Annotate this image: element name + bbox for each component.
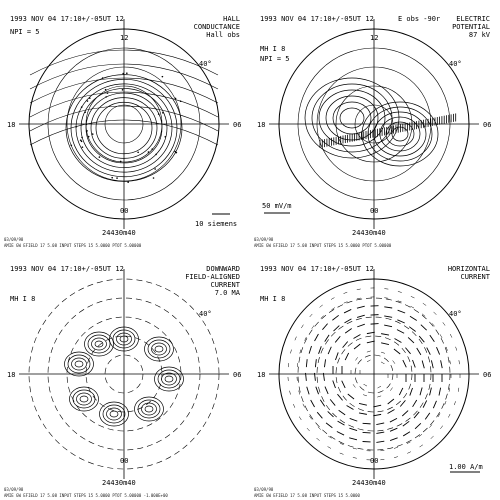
current-vector bbox=[300, 350, 301, 354]
current-vector bbox=[338, 421, 345, 425]
npi-label: NPI = 5 bbox=[260, 55, 290, 63]
station-marker bbox=[89, 97, 91, 99]
current-vector bbox=[299, 417, 301, 420]
mlt-bottom: 00 bbox=[370, 457, 379, 465]
current-vector bbox=[439, 388, 441, 396]
current-vector bbox=[357, 289, 361, 290]
fac-contour bbox=[142, 403, 157, 415]
fac-contour bbox=[155, 346, 163, 352]
station-marker bbox=[111, 177, 113, 179]
current-vector bbox=[398, 291, 402, 292]
current-vector bbox=[318, 427, 321, 430]
current-vector bbox=[403, 432, 410, 436]
current-vector bbox=[458, 388, 459, 392]
potential-contour bbox=[333, 102, 371, 134]
current-vector bbox=[339, 410, 346, 415]
current-vector bbox=[434, 312, 437, 315]
panel-title: DOWNWARD FIELD-ALIGNED CURRENT 7.0 MA bbox=[185, 265, 240, 297]
current-vector bbox=[384, 298, 388, 299]
current-vector bbox=[403, 360, 406, 367]
current-vector bbox=[290, 391, 291, 395]
station-marker bbox=[81, 106, 83, 108]
station-marker bbox=[126, 72, 128, 74]
current-vector bbox=[320, 305, 323, 308]
current-vector bbox=[354, 334, 361, 338]
current-vector bbox=[373, 405, 381, 407]
footer-date: 03/09/98 bbox=[4, 237, 24, 242]
footer-line: AMIE GW EFIELD 17 5.08 INPUT STEPS 15 5.0000 PTOT 5.00000 bbox=[254, 243, 392, 248]
current-vector bbox=[349, 428, 357, 430]
current-vector bbox=[402, 411, 408, 416]
current-vector bbox=[425, 413, 430, 420]
mlt-bottom: 00 bbox=[120, 207, 129, 215]
current-vector bbox=[408, 337, 414, 342]
current-vector bbox=[420, 445, 423, 447]
potential-contour bbox=[392, 127, 408, 141]
station-marker bbox=[122, 89, 124, 91]
station-marker bbox=[154, 168, 156, 170]
current-vector bbox=[384, 325, 392, 327]
current-vector bbox=[397, 330, 404, 334]
fac-contour bbox=[80, 396, 88, 402]
fac-contour bbox=[155, 367, 184, 391]
station-marker bbox=[75, 126, 77, 128]
current-vector bbox=[301, 325, 303, 328]
scale-label: 1.00 A/m bbox=[449, 463, 483, 471]
current-vector bbox=[357, 298, 361, 299]
field-aligned-current-panel bbox=[0, 250, 250, 500]
current-vector bbox=[345, 353, 348, 360]
scale-label: 50 mV/m bbox=[262, 202, 292, 210]
mlt-right: 06 bbox=[233, 371, 242, 379]
current-vector bbox=[410, 388, 413, 396]
current-vector bbox=[384, 316, 392, 317]
current-vector bbox=[410, 306, 414, 308]
current-vector bbox=[340, 453, 344, 454]
station-marker bbox=[71, 145, 73, 147]
current-vector bbox=[354, 344, 360, 349]
footer-date: 03/09/98 bbox=[4, 487, 24, 492]
station-marker bbox=[87, 100, 89, 102]
current-vector bbox=[381, 343, 389, 345]
station-marker bbox=[102, 77, 104, 79]
current-vector bbox=[309, 346, 311, 354]
panel-title: ELECTRIC POTENTIAL 87 kV bbox=[452, 15, 490, 39]
station-marker bbox=[148, 151, 150, 153]
fac-contour bbox=[145, 406, 153, 412]
station-marker bbox=[151, 148, 153, 150]
mlt-right: 06 bbox=[233, 121, 242, 129]
current-vector bbox=[399, 388, 402, 395]
panel-timestamp: 1993 NOV 04 17:10+/-05UT 12 bbox=[260, 15, 374, 23]
mlt-top: 12 bbox=[370, 34, 379, 42]
current-vector bbox=[449, 388, 450, 392]
current-vector bbox=[419, 434, 422, 436]
current-vector bbox=[390, 438, 398, 441]
station-marker bbox=[153, 177, 155, 179]
current-vector bbox=[450, 360, 451, 364]
panel-title: HORIZONTAL CURRENT bbox=[447, 265, 490, 281]
current-vector bbox=[423, 400, 427, 407]
current-vector bbox=[393, 360, 395, 363]
latitude-label: 40° bbox=[449, 310, 462, 318]
horizontal-current-panel bbox=[250, 250, 500, 500]
current-vector bbox=[384, 307, 392, 308]
station-marker bbox=[158, 113, 160, 115]
current-vector bbox=[441, 360, 443, 368]
current-vector bbox=[388, 410, 395, 414]
electric-potential-panel bbox=[250, 0, 500, 250]
station-marker bbox=[122, 73, 124, 75]
fac-contour bbox=[92, 338, 107, 350]
current-vector bbox=[371, 324, 379, 325]
current-vector bbox=[330, 399, 335, 405]
current-vector bbox=[420, 387, 422, 395]
footer-line: AMIE GW EFIELD 17 5.08 INPUT STEPS 15 5.0000 PTOT 5.00000 bbox=[4, 243, 142, 248]
current-vector bbox=[355, 357, 357, 360]
current-vector bbox=[350, 418, 358, 421]
fac-contour bbox=[107, 408, 122, 420]
current-vector bbox=[317, 438, 320, 441]
current-vector bbox=[429, 425, 432, 428]
footer-line: AMIE GW EFIELD 17 5.08 INPUT STEPS 15 5.0000 PTOT 5.00000 -1.000E+00 bbox=[4, 493, 168, 498]
current-vector bbox=[400, 400, 405, 406]
potential-contour bbox=[340, 108, 364, 128]
current-vector bbox=[394, 447, 398, 448]
station-marker bbox=[81, 137, 83, 139]
mhi-label: MH I 8 bbox=[10, 295, 36, 303]
mlt-bottom: 00 bbox=[120, 457, 129, 465]
station-marker bbox=[176, 152, 178, 154]
station-marker bbox=[86, 124, 88, 126]
current-vector bbox=[357, 324, 365, 327]
fac-contour bbox=[72, 358, 87, 370]
station-marker bbox=[180, 100, 182, 102]
station-marker bbox=[84, 111, 86, 113]
current-vector bbox=[337, 432, 344, 436]
current-vector bbox=[359, 403, 367, 405]
run-code: 24430m40 bbox=[102, 229, 136, 237]
current-vector bbox=[328, 347, 331, 354]
current-vector bbox=[335, 352, 338, 360]
run-code: 24430m40 bbox=[102, 479, 136, 487]
current-vector bbox=[353, 457, 357, 458]
latitude-label: 40° bbox=[199, 310, 212, 318]
current-vector bbox=[311, 400, 315, 407]
current-vector bbox=[440, 426, 442, 429]
fac-contour bbox=[65, 352, 94, 376]
station-marker bbox=[120, 161, 122, 163]
footer-date: 03/09/98 bbox=[254, 237, 274, 242]
current-vector bbox=[423, 303, 426, 305]
current-vector bbox=[325, 335, 329, 342]
current-vector bbox=[345, 329, 352, 334]
fac-contour bbox=[152, 343, 167, 355]
current-vector bbox=[422, 314, 425, 316]
current-vector bbox=[328, 446, 331, 448]
panel-title: HALL CONDUCTANCE Hall obs bbox=[193, 15, 240, 39]
current-vector bbox=[459, 360, 460, 364]
current-vector bbox=[454, 401, 455, 405]
current-vector bbox=[390, 418, 397, 422]
current-vector bbox=[432, 323, 435, 326]
current-vector bbox=[315, 334, 319, 341]
current-vector bbox=[317, 412, 322, 418]
current-vector bbox=[337, 394, 342, 400]
current-vector bbox=[431, 360, 433, 368]
current-vector bbox=[348, 394, 354, 399]
current-vector bbox=[395, 338, 402, 342]
current-vector bbox=[380, 450, 384, 451]
fac-contour bbox=[70, 387, 99, 411]
station-marker bbox=[86, 130, 88, 132]
current-vector bbox=[409, 327, 415, 332]
current-vector bbox=[367, 351, 371, 352]
current-vector bbox=[413, 360, 416, 368]
current-vector bbox=[445, 401, 446, 405]
panel-timestamp: 1993 NOV 04 17:10+/-05UT 12 bbox=[10, 265, 124, 273]
mlt-left: 18 bbox=[7, 371, 16, 379]
station-marker bbox=[127, 181, 129, 183]
current-vector bbox=[431, 436, 434, 439]
current-vector bbox=[430, 335, 435, 342]
mlt-right: 06 bbox=[483, 371, 492, 379]
current-vector bbox=[322, 324, 327, 330]
current-vector bbox=[357, 306, 365, 308]
current-vector bbox=[390, 388, 392, 391]
latitude-label: 40° bbox=[449, 60, 462, 68]
footer-date: 03/09/98 bbox=[254, 487, 274, 492]
potential-contour bbox=[362, 102, 438, 166]
current-vector bbox=[364, 384, 367, 386]
latitude-label: 40° bbox=[199, 60, 212, 68]
current-vector bbox=[456, 347, 457, 351]
current-vector bbox=[443, 322, 445, 325]
current-vector bbox=[427, 348, 431, 355]
current-vector bbox=[381, 352, 385, 353]
current-vector bbox=[335, 336, 340, 342]
station-marker bbox=[116, 177, 118, 179]
current-vector bbox=[320, 400, 324, 407]
current-vector bbox=[403, 421, 409, 426]
current-vector bbox=[415, 423, 421, 429]
npi-label: NPI = 5 bbox=[10, 28, 40, 36]
current-vector bbox=[293, 404, 295, 408]
station-marker bbox=[99, 156, 101, 158]
current-vector bbox=[381, 334, 389, 335]
station-marker bbox=[107, 92, 109, 94]
current-vector bbox=[344, 292, 348, 293]
fac-contour bbox=[165, 376, 173, 382]
current-vector bbox=[394, 457, 398, 458]
current-vector bbox=[353, 448, 357, 449]
current-vector bbox=[378, 386, 381, 388]
current-vector bbox=[433, 401, 436, 408]
current-vector bbox=[310, 314, 313, 317]
station-marker bbox=[105, 96, 107, 98]
footer-line: AMIE GW EFIELD 17 5.08 INPUT STEPS 15 5.0000 bbox=[254, 493, 360, 498]
current-vector bbox=[333, 381, 336, 389]
station-marker bbox=[162, 76, 164, 78]
current-vector bbox=[312, 326, 314, 329]
current-vector bbox=[363, 395, 367, 396]
current-vector bbox=[417, 348, 421, 355]
mlt-bottom: 00 bbox=[370, 207, 379, 215]
current-vector bbox=[440, 335, 442, 338]
current-vector bbox=[376, 432, 384, 433]
current-vector bbox=[347, 406, 354, 410]
mlt-right: 06 bbox=[483, 121, 492, 129]
current-vector bbox=[307, 428, 310, 431]
current-vector bbox=[363, 423, 371, 424]
current-vector bbox=[299, 391, 300, 395]
current-vector bbox=[367, 341, 375, 343]
fac-contour bbox=[162, 373, 177, 385]
run-code: 24430m40 bbox=[352, 479, 386, 487]
current-vector bbox=[321, 316, 324, 319]
scale-label: 10 siemens bbox=[195, 220, 238, 228]
panel-timestamp: 1993 NOV 04 17:10+/-05UT 12 bbox=[10, 15, 124, 23]
current-vector bbox=[411, 296, 415, 298]
fac-contour bbox=[75, 361, 83, 367]
current-vector bbox=[413, 400, 417, 407]
current-vector bbox=[316, 387, 319, 395]
current-vector bbox=[306, 359, 307, 367]
station-marker bbox=[162, 112, 164, 114]
station-marker bbox=[92, 133, 94, 135]
mlt-top: 12 bbox=[120, 34, 129, 42]
current-vector bbox=[430, 388, 432, 396]
station-marker bbox=[175, 98, 177, 100]
current-vector bbox=[419, 336, 424, 342]
current-vector bbox=[295, 337, 297, 341]
fac-contour bbox=[145, 337, 174, 361]
panel-subtitle: E obs -90r bbox=[398, 15, 441, 23]
mhi-label: MH I 8 bbox=[260, 295, 286, 303]
hall-conductance-panel bbox=[0, 0, 250, 250]
current-vector bbox=[367, 332, 375, 333]
current-vector bbox=[407, 452, 411, 454]
current-vector bbox=[405, 348, 410, 354]
station-marker bbox=[137, 151, 139, 153]
fac-contour bbox=[77, 393, 92, 405]
current-vector bbox=[342, 381, 345, 388]
current-vector bbox=[367, 360, 370, 362]
current-vector bbox=[388, 399, 394, 404]
current-vector bbox=[414, 412, 419, 418]
current-vector bbox=[421, 325, 427, 331]
current-vector bbox=[373, 414, 381, 415]
current-vector bbox=[376, 423, 384, 425]
station-marker bbox=[155, 154, 157, 156]
current-vector bbox=[376, 441, 384, 442]
current-vector bbox=[315, 359, 316, 367]
current-vector bbox=[349, 438, 357, 440]
current-vector bbox=[334, 326, 340, 331]
current-vector bbox=[381, 362, 384, 364]
panel-timestamp: 1993 NOV 04 17:10+/-05UT 12 bbox=[260, 265, 374, 273]
current-vector bbox=[290, 350, 291, 354]
current-vector bbox=[436, 347, 439, 354]
current-vector bbox=[331, 298, 334, 300]
fac-contour bbox=[95, 341, 103, 347]
mlt-left: 18 bbox=[7, 121, 16, 129]
station-marker bbox=[88, 136, 90, 138]
current-vector bbox=[303, 404, 305, 408]
current-vector bbox=[359, 413, 367, 414]
current-vector bbox=[422, 361, 424, 369]
run-code: 24430m40 bbox=[352, 229, 386, 237]
current-vector bbox=[448, 414, 450, 418]
fac-contour bbox=[85, 332, 114, 356]
current-vector bbox=[450, 334, 452, 338]
current-vector bbox=[398, 310, 406, 313]
current-vector bbox=[324, 359, 325, 367]
current-vector bbox=[343, 342, 348, 348]
station-marker bbox=[82, 146, 84, 148]
station-marker bbox=[81, 141, 83, 143]
mhi-label: MH I 8 bbox=[260, 45, 286, 53]
current-vector bbox=[307, 387, 309, 395]
current-vector bbox=[344, 302, 348, 304]
station-marker bbox=[105, 89, 107, 91]
fac-contour bbox=[110, 411, 118, 417]
current-vector bbox=[377, 396, 381, 397]
mlt-left: 18 bbox=[257, 121, 266, 129]
station-marker bbox=[164, 136, 166, 138]
mlt-left: 18 bbox=[257, 371, 266, 379]
current-vector bbox=[332, 315, 338, 320]
current-vector bbox=[344, 309, 351, 313]
current-vector bbox=[410, 316, 417, 320]
current-vector bbox=[325, 387, 328, 394]
current-vector bbox=[394, 349, 400, 354]
current-vector bbox=[353, 384, 355, 387]
current-vector bbox=[326, 423, 332, 428]
current-vector bbox=[357, 315, 365, 317]
current-vector bbox=[328, 411, 334, 416]
